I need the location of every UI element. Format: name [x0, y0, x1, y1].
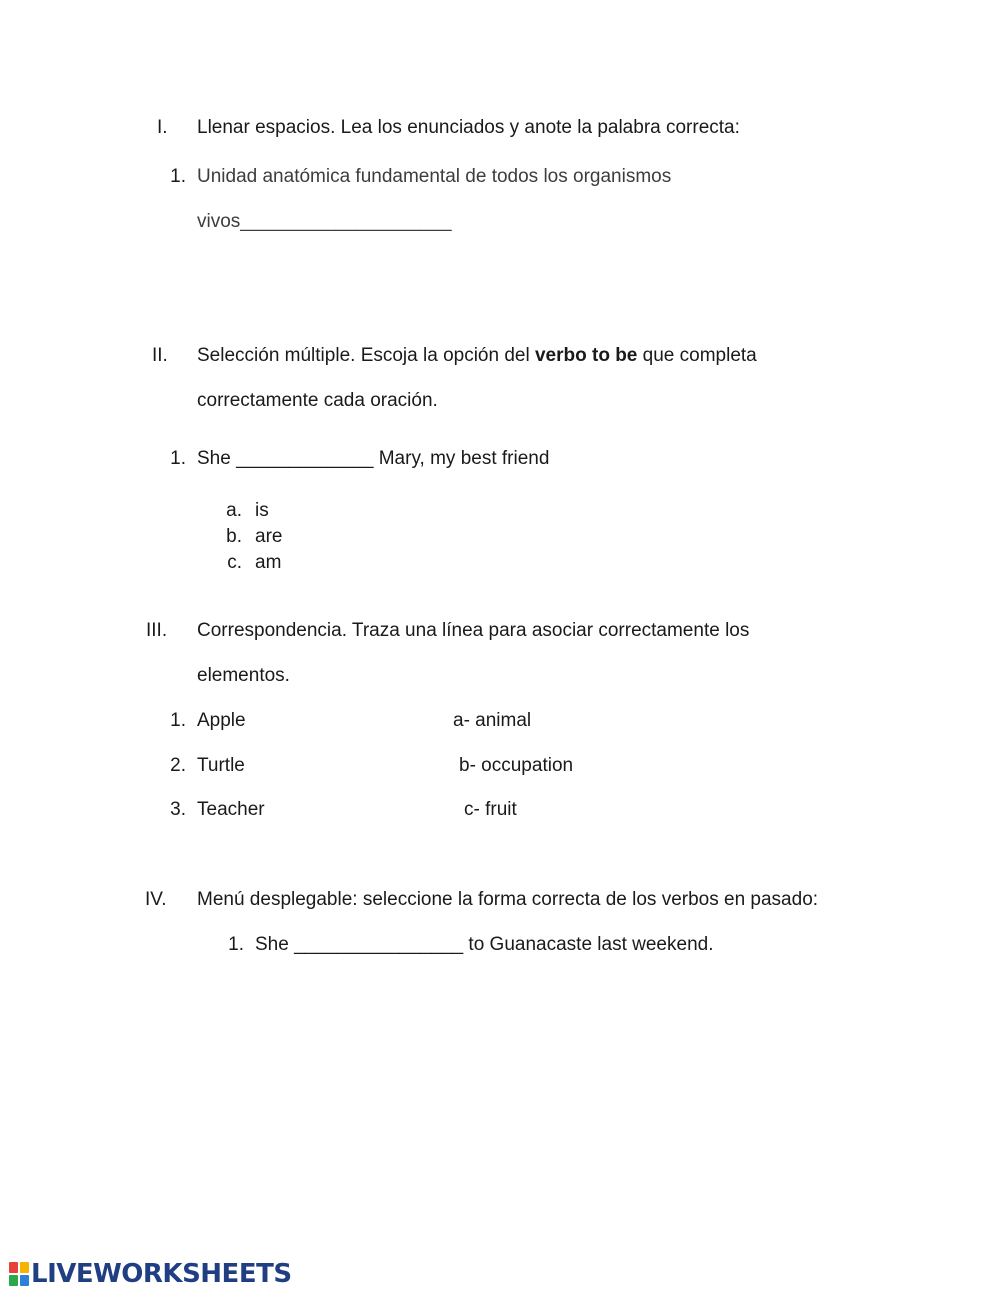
logo-square-blue — [20, 1275, 29, 1286]
option-b-text: are — [255, 526, 283, 547]
section-2-item-1-text: She _____________ Mary, my best friend — [197, 448, 550, 469]
match-left-2-text: Turtle — [197, 755, 245, 776]
section-4-number: IV. — [145, 889, 167, 910]
section-2-title-post: que completa — [637, 345, 757, 366]
section-1-item-1-number: 1. — [170, 166, 186, 187]
match-left-3-text: Teacher — [197, 799, 265, 820]
liveworksheets-logo — [9, 1259, 292, 1289]
logo-square-green — [9, 1275, 18, 1286]
section-2-title-pre: Selección múltiple. Escoja la opción del — [197, 345, 535, 366]
option-a-letter: a. — [226, 500, 242, 521]
match-right-c: c- fruit — [464, 799, 517, 820]
match-left-1-text: Apple — [197, 710, 246, 731]
section-2-number: II. — [152, 345, 168, 366]
option-a-text: is — [255, 500, 269, 521]
section-4-item-1-text: She ________________ to Guanacaste last weekend. — [255, 934, 714, 955]
section-4-title: Menú desplegable: seleccione la forma correcta de los verbos en pasado: — [197, 889, 819, 910]
match-left-3-number: 3. — [170, 799, 186, 820]
section-2-title — [197, 346, 757, 365]
match-left-1-number: 1. — [170, 710, 186, 731]
logo-square-yellow — [20, 1262, 29, 1273]
match-left-2-number: 2. — [170, 755, 186, 776]
option-b-letter: b. — [226, 526, 242, 547]
section-2-item-1-number: 1. — [170, 448, 186, 469]
section-1-item-1-text: Unidad anatómica fundamental de todos los organismos — [197, 166, 672, 187]
section-2-title-bold: verbo to be — [534, 345, 638, 366]
section-3-title-line-2: elementos. — [197, 665, 290, 686]
logo-text: LIVEWORKSHEETS — [31, 1259, 292, 1289]
section-1-title: Llenar espacios. Lea los enunciados y anote la palabra correcta: — [197, 117, 740, 138]
section-1-number: I. — [157, 117, 168, 138]
match-right-a: a- animal — [453, 710, 532, 731]
section-4-item-1-number: 1. — [228, 934, 244, 955]
section-2-title-line-2: correctamente cada oración. — [197, 390, 438, 411]
section-3-number: III. — [146, 620, 168, 641]
logo-mark-icon — [9, 1262, 29, 1286]
option-c-text: am — [255, 552, 282, 573]
section-3-title: Correspondencia. Traza una línea para asociar correctamente los — [197, 620, 750, 641]
logo-square-red — [9, 1262, 18, 1273]
section-1-item-1-blank-line: vivos____________________ — [197, 211, 452, 232]
option-c-letter: c. — [227, 552, 242, 573]
match-right-b: b- occupation — [459, 755, 574, 776]
